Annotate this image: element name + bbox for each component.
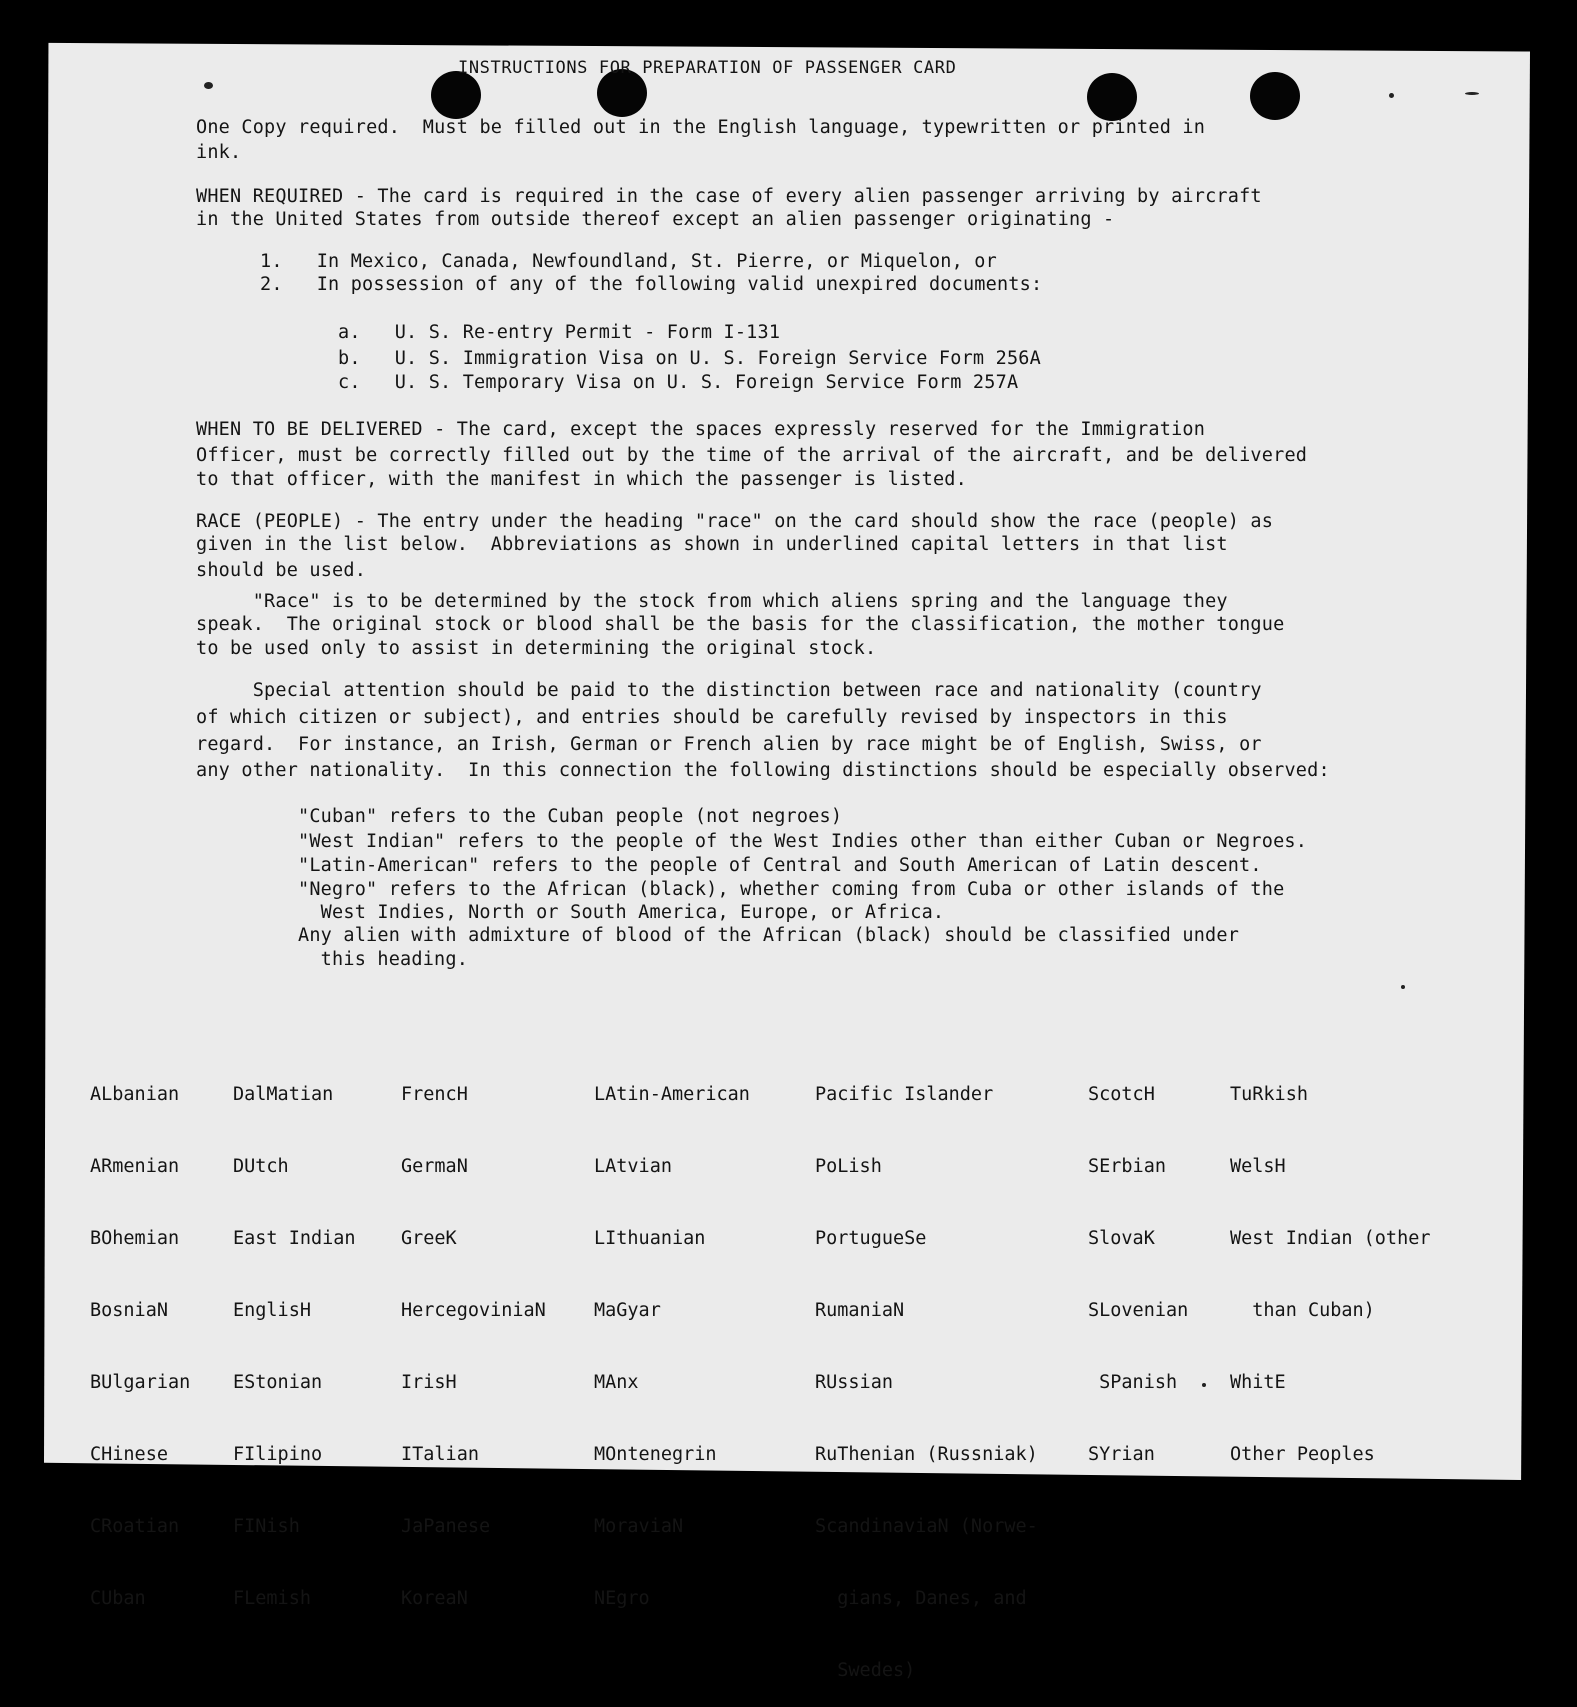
race-entry: TuRkish bbox=[1230, 1084, 1308, 1105]
race-entry: DalMatian bbox=[233, 1084, 334, 1105]
ink-mark bbox=[204, 82, 213, 89]
ink-mark bbox=[1389, 93, 1394, 98]
distinction-line: Any alien with admixture of blood of the African (black) should be classified under bbox=[298, 925, 1240, 946]
race-entry: ScotcH bbox=[1088, 1084, 1155, 1105]
numbered-item: 2. In possession of any of the following valid unexpired documents: bbox=[260, 274, 1043, 295]
race-entry: MaGyar bbox=[594, 1300, 661, 1321]
race-para2-line: to be used only to assist in determining the original stock. bbox=[196, 638, 877, 659]
race-entry: LAtin-American bbox=[594, 1084, 750, 1105]
race-entry: RuThenian (Russniak) bbox=[815, 1444, 1038, 1465]
race-entry: WelsH bbox=[1230, 1156, 1286, 1177]
when-delivered-line: WHEN TO BE DELIVERED - The card, except the spaces expressly reserved for the Immigration bbox=[196, 419, 1206, 440]
race-entry: ScandinaviaN (Norwe- bbox=[815, 1516, 1038, 1537]
race-entry: GermaN bbox=[401, 1156, 468, 1177]
race-entry: JaPanese bbox=[401, 1516, 491, 1537]
distinction-line: "West Indian" refers to the people of the West Indies other than either Cuban or Negroes. bbox=[298, 831, 1308, 852]
race-para2-line: "Race" is to be determined by the stock from which aliens spring and the language they bbox=[196, 591, 1228, 612]
race-entry: FINish bbox=[233, 1516, 300, 1537]
race-para3-line: any other nationality. In this connection the following distinctions should be especially observed: bbox=[196, 760, 1330, 781]
race-column bbox=[233, 1035, 356, 1635]
punch-hole bbox=[1250, 72, 1300, 120]
page-title: INSTRUCTIONS FOR PREPARATION OF PASSENGER CARD bbox=[458, 58, 957, 78]
race-entry: Swedes) bbox=[815, 1660, 916, 1681]
race-entry: KoreaN bbox=[401, 1588, 468, 1609]
race-entry: ARmenian bbox=[90, 1156, 180, 1177]
race-entry: Other Peoples bbox=[1230, 1444, 1375, 1465]
ink-mark bbox=[1401, 985, 1405, 989]
race-para3-line: Special attention should be paid to the distinction between race and nationality (country bbox=[196, 680, 1262, 701]
race-line: given in the list below. Abbreviations as shown in underlined capital letters in that list bbox=[196, 534, 1228, 555]
race-entry: MAnx bbox=[594, 1372, 639, 1393]
race-entry: gians, Danes, and bbox=[815, 1588, 1027, 1609]
race-entry: BOhemian bbox=[90, 1228, 180, 1249]
race-para3-line: of which citizen or subject), and entries should be carefully revised by inspectors in this bbox=[196, 707, 1228, 728]
document-item: c. U. S. Temporary Visa on U. S. Foreign Service Form 257A bbox=[338, 372, 1019, 393]
race-column bbox=[1230, 1035, 1430, 1491]
when-required-line: WHEN REQUIRED - The card is required in the case of every alien passenger arriving by aircraft bbox=[196, 186, 1262, 207]
race-entry: SErbian bbox=[1088, 1156, 1166, 1177]
race-para3-line: regard. For instance, an Irish, German or French alien by race might be of English, Swiss, or bbox=[196, 734, 1262, 755]
race-entry: DUtch bbox=[233, 1156, 289, 1177]
race-entry: GreeK bbox=[401, 1228, 457, 1249]
race-para2-line: speak. The original stock or blood shall be the basis for the classification, the mother tongue bbox=[196, 614, 1285, 635]
intro-line: One Copy required. Must be filled out in the English language, typewritten or printed in bbox=[196, 117, 1206, 138]
race-entry: FLemish bbox=[233, 1588, 311, 1609]
race-entry: PoLish bbox=[815, 1156, 882, 1177]
race-entry: than Cuban) bbox=[1230, 1300, 1375, 1321]
race-entry: BUlgarian bbox=[90, 1372, 191, 1393]
race-entry: EStonian bbox=[233, 1372, 323, 1393]
race-entry: CUban bbox=[90, 1588, 146, 1609]
race-entry: RUssian bbox=[815, 1372, 893, 1393]
race-entry: SlovaK bbox=[1088, 1228, 1155, 1249]
punch-hole bbox=[1087, 73, 1137, 121]
race-column bbox=[90, 1035, 190, 1635]
distinction-line: "Negro" refers to the African (black), whether coming from Cuba or other islands of the bbox=[298, 879, 1285, 900]
distinction-line: this heading. bbox=[298, 949, 469, 970]
race-entry: NEgro bbox=[594, 1588, 650, 1609]
numbered-item: 1. In Mexico, Canada, Newfoundland, St. Pierre, or Miquelon, or bbox=[260, 251, 997, 272]
race-column bbox=[815, 1035, 1038, 1707]
race-entry: SYrian bbox=[1088, 1444, 1155, 1465]
race-entry: CHinese bbox=[90, 1444, 168, 1465]
race-line: RACE (PEOPLE) - The entry under the heading "race" on the card should show the race (people) as bbox=[196, 511, 1274, 532]
document-item: b. U. S. Immigration Visa on U. S. Foreign Service Form 256A bbox=[338, 348, 1041, 369]
race-column bbox=[1088, 1035, 1188, 1491]
race-entry: CRoatian bbox=[90, 1516, 180, 1537]
race-entry: WhitE bbox=[1230, 1372, 1286, 1393]
race-entry: ITalian bbox=[401, 1444, 479, 1465]
race-entry: MoraviaN bbox=[594, 1516, 684, 1537]
race-entry: MOntenegrin bbox=[594, 1444, 717, 1465]
race-entry: FrencH bbox=[401, 1084, 468, 1105]
race-entry: Pacific Islander bbox=[815, 1084, 994, 1105]
race-column bbox=[594, 1035, 750, 1635]
race-entry: LIthuanian bbox=[594, 1228, 706, 1249]
race-entry: EnglisH bbox=[233, 1300, 311, 1321]
when-delivered-line: Officer, must be correctly filled out by the time of the arrival of the aircraft, and be delivered bbox=[196, 445, 1308, 466]
when-required-line: in the United States from outside thereof except an alien passenger originating - bbox=[196, 209, 1115, 230]
race-entry: West Indian (other bbox=[1230, 1228, 1431, 1249]
race-entry: RumaniaN bbox=[815, 1300, 905, 1321]
when-delivered-line: to that officer, with the manifest in which the passenger is listed. bbox=[196, 469, 967, 490]
intro-line: ink. bbox=[196, 142, 242, 163]
ink-mark bbox=[1202, 1383, 1206, 1387]
race-entry: FIlipino bbox=[233, 1444, 323, 1465]
distinction-line: West Indies, North or South America, Europe, or Africa. bbox=[298, 902, 945, 923]
distinction-line: "Cuban" refers to the Cuban people (not negroes) bbox=[298, 806, 843, 827]
distinction-line: "Latin-American" refers to the people of Central and South American of Latin descent. bbox=[298, 855, 1262, 876]
race-entry: SLovenian bbox=[1088, 1300, 1189, 1321]
race-entry: PortugueSe bbox=[815, 1228, 927, 1249]
race-entry: SPanish bbox=[1088, 1372, 1178, 1393]
race-entry: LAtvian bbox=[594, 1156, 672, 1177]
race-column bbox=[401, 1035, 546, 1635]
race-entry: HercegoviniaN bbox=[401, 1300, 546, 1321]
race-entry: East Indian bbox=[233, 1228, 356, 1249]
race-entry: IrisH bbox=[401, 1372, 457, 1393]
document-item: a. U. S. Re-entry Permit - Form I-131 bbox=[338, 322, 781, 343]
ink-mark bbox=[1465, 92, 1479, 95]
race-entry: BosniaN bbox=[90, 1300, 168, 1321]
race-line: should be used. bbox=[196, 560, 367, 581]
race-entry: ALbanian bbox=[90, 1084, 180, 1105]
